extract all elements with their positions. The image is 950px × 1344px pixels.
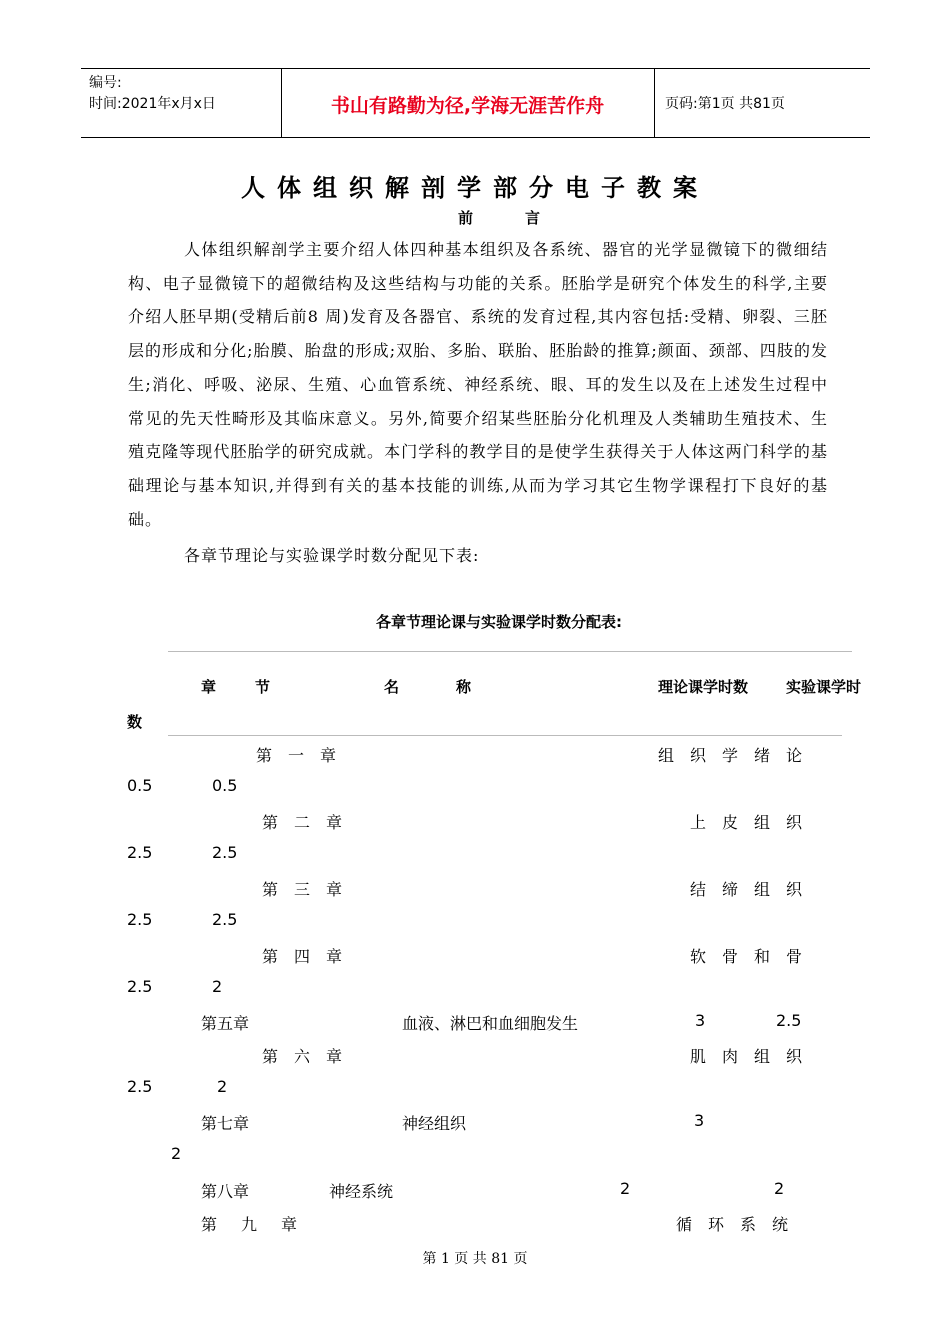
table-row-name: 软 骨 和 骨	[690, 947, 803, 966]
table-row-theory: 2.5	[127, 1077, 153, 1096]
intro-line: 各章节理论与实验课学时数分配见下表:	[184, 546, 480, 565]
table-row-lab: 2	[774, 1179, 785, 1198]
table-row-chapter: 第八章	[201, 1182, 250, 1201]
table-header-rule	[168, 735, 842, 736]
table-row-lab: 2.5	[212, 910, 238, 929]
header-motto: 书山有路勤为径,学海无涯苦作舟	[330, 95, 605, 117]
table-row-chapter: 第七章	[201, 1114, 250, 1133]
table-row-lab: 2.5	[776, 1011, 802, 1030]
intro-paragraph: 人体组织解剖学主要介绍人体四种基本组织及各系统、器官的光学显微镜下的微细结构、电子显微镜下的超微结构及这些结构与功能的关系。胚胎学是研究个体发生的科学,主要介绍人胚早期(受精后前8 周)发育及各器官、系统的发育过程,其内容包括:受精、卵裂、三胚层的形成和分化;胎膜、胎盘的形成;双胎、多胎、联胎、胚胎龄的推算;颜面、颈部、四肢的发生;消化、呼吸、泌尿、生殖、心血管系统、神经系统、眼、耳的发生以及在上述发生过程中常见的先天性畸形及其临床意义。另外,简要介绍某些胚胎分化机理及人类辅助生殖技术、生殖克隆等现代胚胎学的研究成就。本门学科的教学目的是使学生获得关于人体这两门科学的基础理论与基本知识,并得到有关的基本技能的训练,从而为学习其它生物学课程打下良好的基础。	[128, 240, 828, 529]
table-row-name: 神经系统	[329, 1182, 394, 1201]
table-row-lab: 2.5	[212, 843, 238, 862]
table-row-name: 肌 肉 组 织	[690, 1047, 803, 1066]
table-row-chapter: 第 一 章	[256, 746, 337, 765]
table-row-theory: 3	[695, 1011, 706, 1030]
header-divider	[654, 69, 655, 137]
table-row-lab: 2	[217, 1077, 228, 1096]
table-row-theory: 2.5	[127, 910, 153, 929]
table-row-theory: 2.5	[127, 843, 153, 862]
table-row-theory: 0.5	[127, 776, 153, 795]
table-row-theory: 2	[620, 1179, 631, 1198]
header-lab-hours-wrap: 数	[127, 713, 143, 731]
document-date: 时间:2021年x月x日	[89, 96, 216, 112]
table-top-rule	[168, 651, 852, 652]
table-row-chapter: 第 二 章	[262, 813, 343, 832]
table-row-theory: 3	[694, 1111, 705, 1130]
table-row-chapter: 第 三 章	[262, 880, 343, 899]
table-row-name: 组 织 学 绪 论	[658, 746, 803, 765]
table-row-name: 循 环 系 统	[676, 1215, 789, 1234]
table-row-name: 神经组织	[402, 1114, 467, 1133]
header-meta	[89, 73, 216, 115]
table-row-chapter: 第 九 章	[201, 1215, 302, 1234]
document-title: 人体组织解剖学部分电子教案	[241, 174, 709, 202]
table-row-chapter: 第 六 章	[262, 1047, 343, 1066]
table-row-name: 结 缔 组 织	[690, 880, 803, 899]
header-chapter: 章 节	[201, 678, 274, 696]
table-row-chapter: 第五章	[201, 1014, 250, 1033]
header-name: 名 称	[384, 678, 475, 696]
table-row-lab: 0.5	[212, 776, 238, 795]
header-lab-hours: 实验课学时	[786, 678, 862, 696]
table-row-lab: 2	[212, 977, 223, 996]
document-number-label: 编号:	[89, 75, 122, 91]
header-page-info: 页码:第1页 共81页	[665, 96, 785, 112]
table-row-lab: 2	[171, 1144, 182, 1163]
table-row-chapter: 第 四 章	[262, 947, 343, 966]
table-row-theory: 2.5	[127, 977, 153, 996]
section-heading: 前言	[458, 209, 593, 227]
table-title: 各章节理论课与实验课学时数分配表:	[375, 613, 622, 631]
header-theory-hours: 理论课学时数	[658, 678, 749, 696]
table-row-name: 上 皮 组 织	[690, 813, 803, 832]
page-header	[81, 68, 870, 138]
page-footer: 第 1 页 共 81 页	[422, 1251, 528, 1267]
table-row-name: 血液、淋巴和血细胞发生	[402, 1014, 579, 1033]
